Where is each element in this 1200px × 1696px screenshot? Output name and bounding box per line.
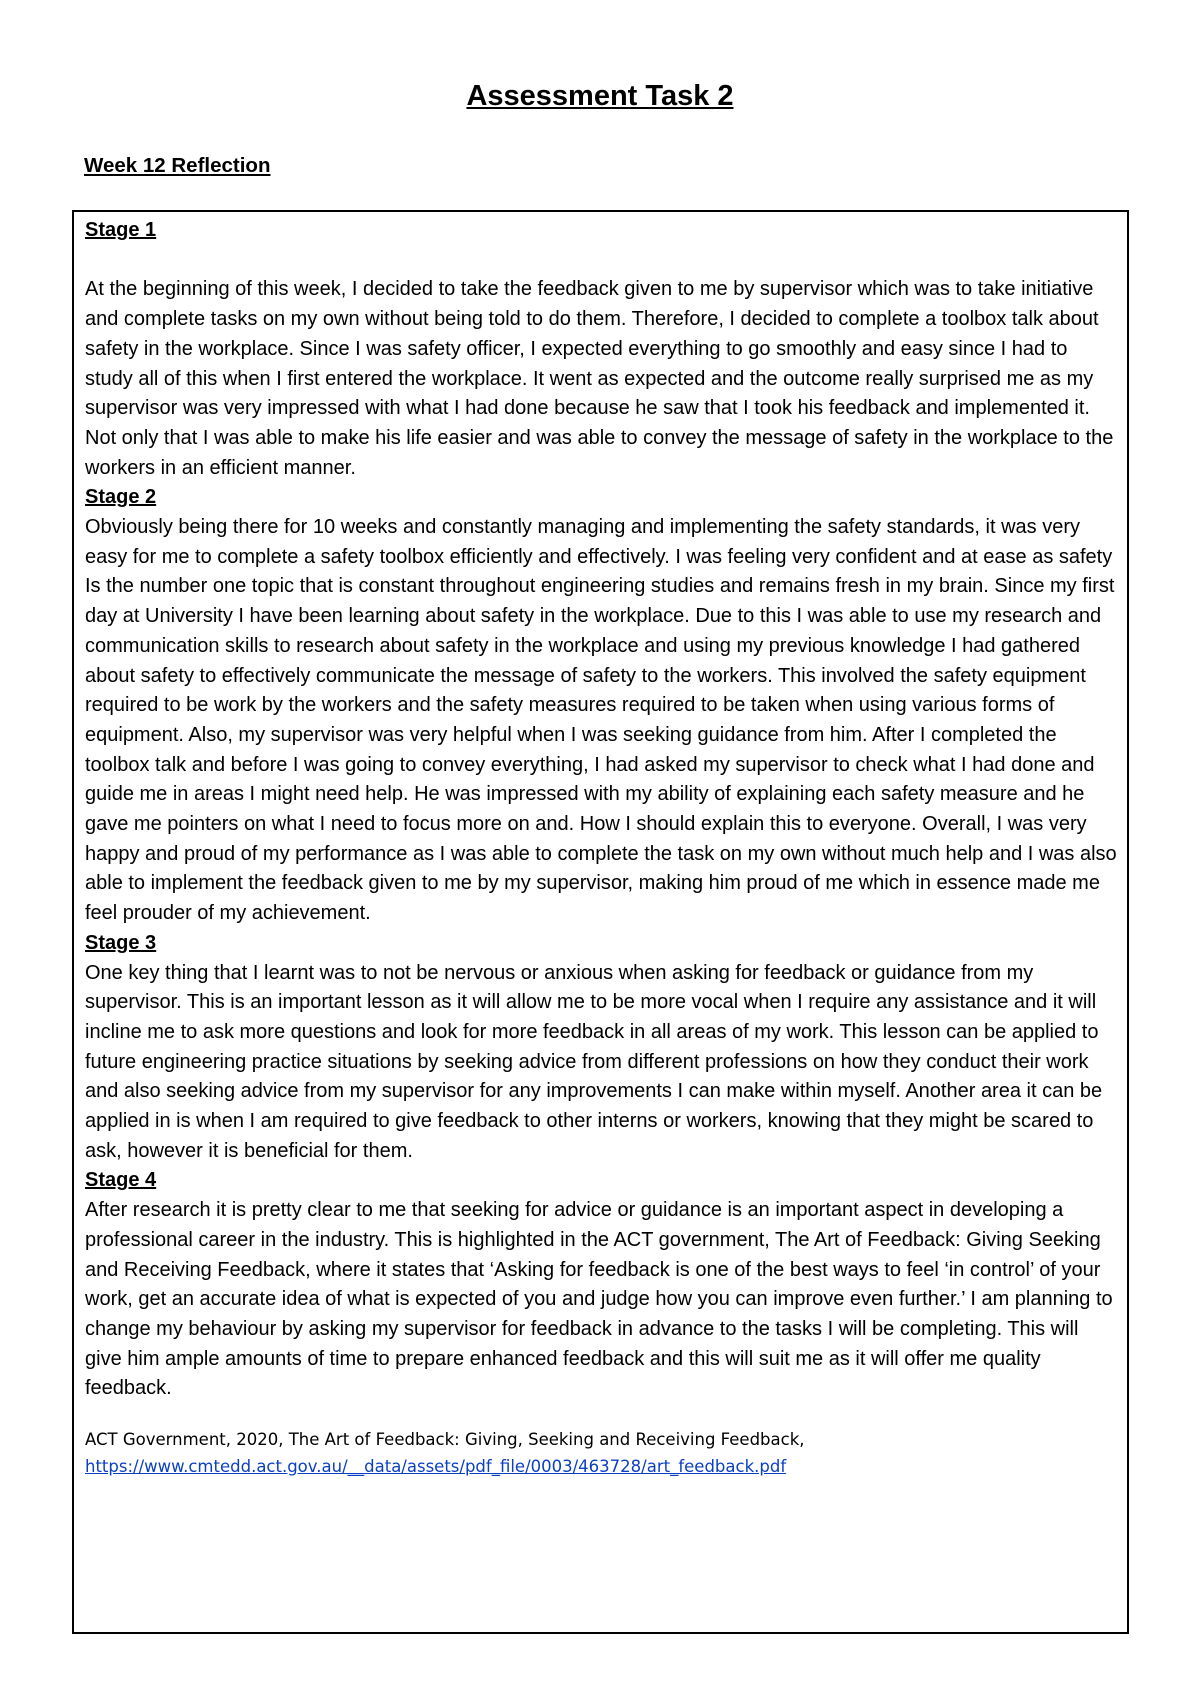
- reference-link[interactable]: https://www.cmtedd.act.gov.au/__data/assets/pdf_file/0003/463728/art_feedback.pdf: [85, 1457, 787, 1477]
- week-reflection-heading: Week 12 Reflection: [84, 154, 271, 177]
- stage-1-title: Stage 1: [85, 219, 157, 241]
- stage-2-text: Obviously being there for 10 weeks and constantly managing and implementing the safety standards, it was very easy for me to complete a safety toolbox efficiently and effectively. I was feeling very confident and at ease as safety Is the number one topic that is constant throughout engineering studies and remains fresh in my brain. Since my first day at University I have been learning about safety in the workplace. Due to this I was able to use my research and communication skills to research about safety in the workplace and using my previous knowledge I had gathered about safety to effectively communicate the message of safety to the workers. This involved the safety equipment required to be work by the workers and the safety measures required to be taken when using various forms of equipment. Also, my supervisor was very helpful when I was seeking guidance from him. After I completed the toolbox talk and before I was going to convey everything, I had asked my supervisor to check what I had done and guide me in areas I might need help. He was impressed with my ability of explaining each safety measure and he gave me pointers on what I need to focus more on and. How I should explain this to everyone. Overall, I was very happy and proud of my performance as I was able to complete the task on my own without much help and I was also able to implement the feedback given to me by my supervisor, making him proud of me which in essence made me feel prouder of my achievement.: [85, 516, 1117, 925]
- stage-1-text: At the beginning of this week, I decided to take the feedback given to me by supervisor which was to take initiative and complete tasks on my own without being told to do them. Therefore, I decided to complete a toolbox talk about safety in the workplace. Since I was safety officer, I expected everything to go smoothly and easy since I had to study all of this when I first entered the workplace. It went as expected and the outcome really surprised me as my supervisor was very impressed with what I had done because he saw that I took his feedback and implemented it. Not only that I was able to make his life easier and was able to convey the message of safety in the workplace to the workers in an efficient manner.: [85, 278, 1114, 479]
- stage-4-text: After research it is pretty clear to me that seeking for advice or guidance is an important aspect in developing a professional career in the industry. This is highlighted in the ACT government, The Art of Feedback: Giving Seeking and Receiving Feedback, where it states that ‘Asking for feedback is one of the best ways to feel ‘in control’ of your work, get an accurate idea of what is expected of you and judge how you can improve even further.’ I am planning to change my behaviour by asking my supervisor for feedback in advance to the tasks I will be completing. This will give him ample amounts of time to prepare enhanced feedback and this will suit me as it will offer me quality feedback.: [85, 1199, 1113, 1400]
- stage-1-spacer: [85, 246, 1117, 276]
- stage-3-text: One key thing that I learnt was to not be nervous or anxious when asking for feedback or guidance from my supervisor. This is an important lesson as it will allow me to be more vocal when I require any assistance and it will incline me to ask more questions and look for more feedback in all areas of my work. This lesson can be applied to future engineering practice situations by seeking advice from different professions on how they conduct their work and also seeking advice from my supervisor for any improvements I can make within myself. Another area it can be applied in is when I am required to give feedback to other interns or workers, knowing that they might be scared to ask, however it is beneficial for them.: [85, 961, 1103, 1162]
- stage-3-title: Stage 3: [85, 931, 157, 954]
- document-title: Assessment Task 2: [466, 80, 734, 112]
- reference-block: [85, 1426, 1117, 1480]
- reference-citation: ACT Government, 2020, The Art of Feedback: Giving, Seeking and Receiving Feedback,: [85, 1430, 805, 1450]
- stage-2-title: Stage 2: [85, 486, 157, 509]
- reflection-box: [72, 210, 1129, 1634]
- stage-4-title: Stage 4: [85, 1169, 157, 1192]
